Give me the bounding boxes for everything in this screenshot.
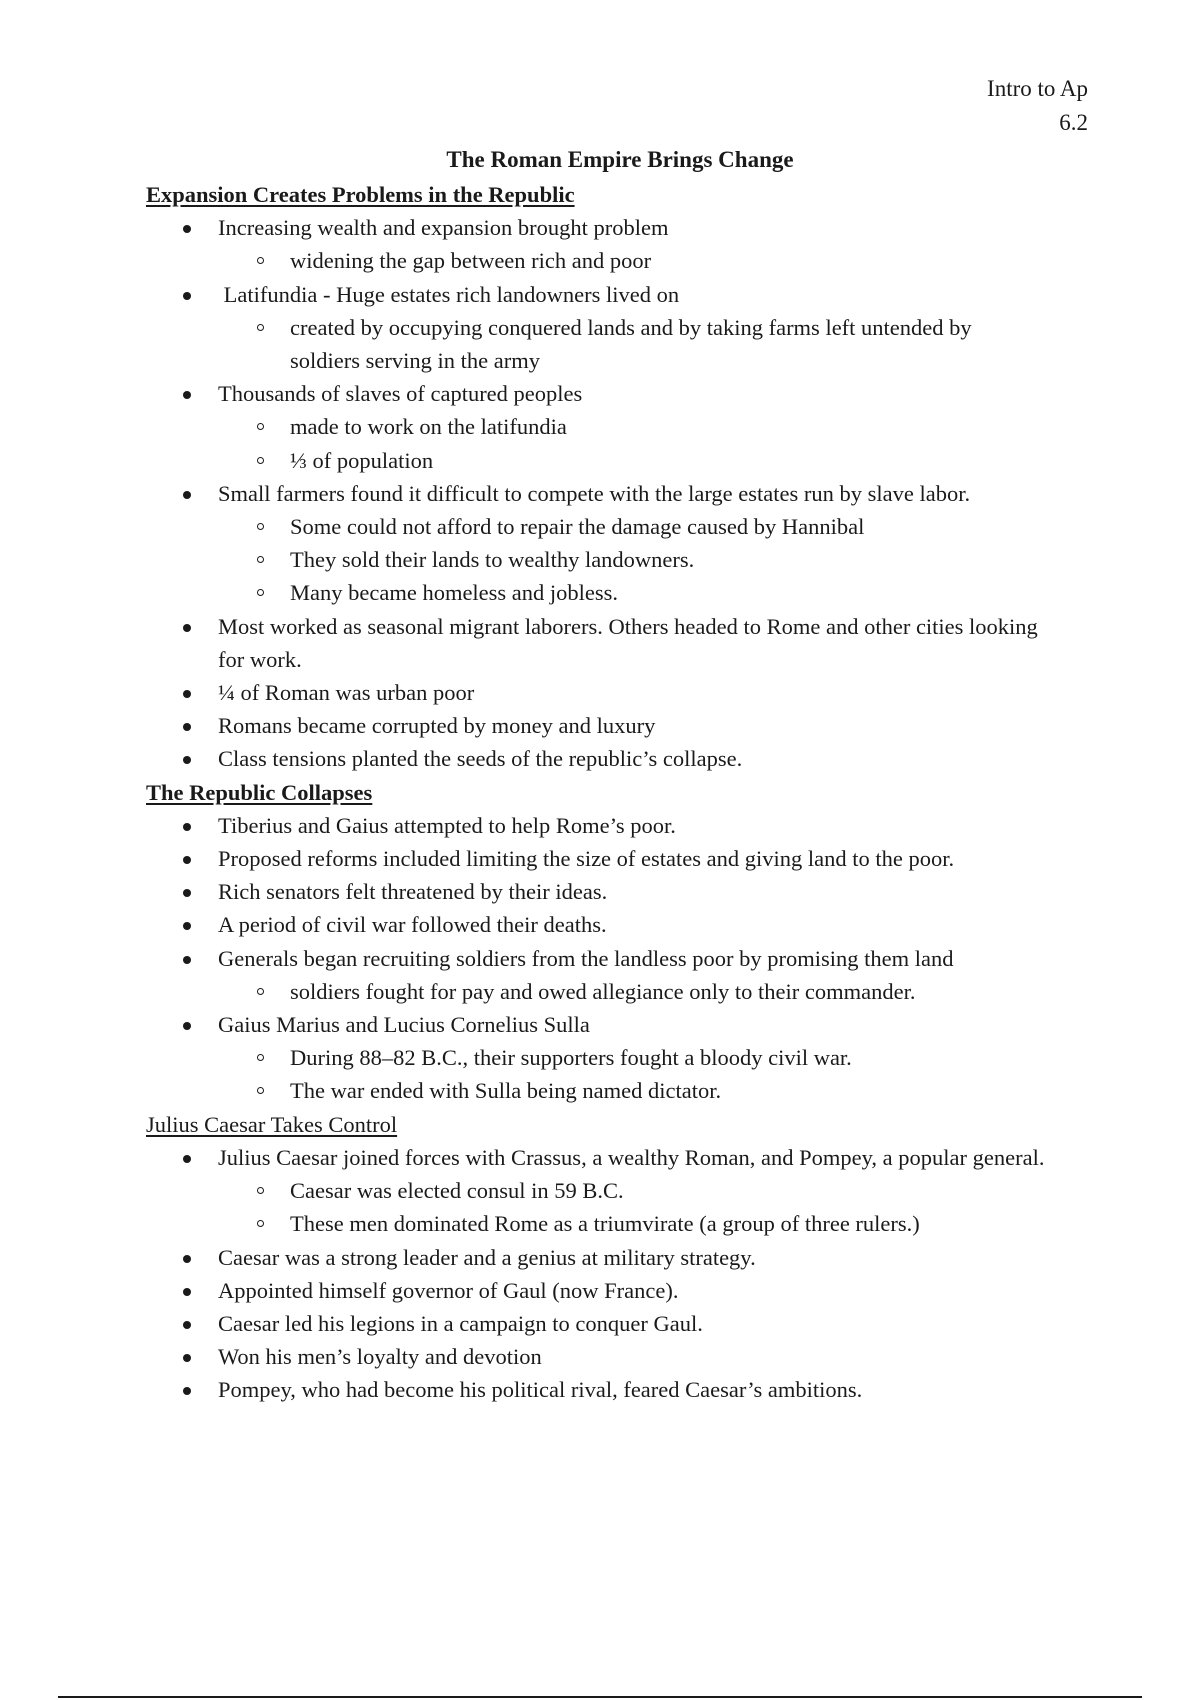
- page-title: The Roman Empire Brings Change: [446, 147, 794, 172]
- hollow-bullet-icon: [257, 589, 264, 596]
- hollow-bullet-icon: [257, 523, 264, 530]
- bullet-icon: [183, 1387, 191, 1395]
- list-item: Generals began recruiting soldiers from the landless poor by promising them land: [146, 942, 1046, 975]
- bullet-icon: [183, 1288, 191, 1296]
- course-header: [987, 72, 1088, 140]
- hollow-bullet-icon: [257, 1087, 264, 1094]
- section-heading: The Republic Collapses: [146, 779, 373, 805]
- list-item: Increasing wealth and expansion brought problem: [146, 211, 1046, 244]
- section-expansion: [146, 178, 1046, 776]
- bullet-icon: [183, 723, 191, 731]
- list-item: Won his men’s loyalty and devotion: [146, 1340, 1046, 1373]
- list-item: Julius Caesar joined forces with Crassus, a wealthy Roman, and Pompey, a popular general.: [146, 1141, 1046, 1174]
- sub-list-item: ⅓ of population: [146, 444, 1046, 477]
- bullet-icon: [183, 889, 191, 897]
- list-item: Small farmers found it difficult to compete with the large estates run by slave labor.: [146, 477, 1046, 510]
- notes-body: [146, 178, 1046, 1407]
- sub-list-item: Some could not afford to repair the damage caused by Hannibal: [146, 510, 1046, 543]
- list-item: Thousands of slaves of captured peoples: [146, 377, 1046, 410]
- list-item: Class tensions planted the seeds of the republic’s collapse.: [146, 742, 1046, 775]
- sub-list-item: soldiers fought for pay and owed allegiance only to their commander.: [146, 975, 1046, 1008]
- sub-list-item: widening the gap between rich and poor: [146, 244, 1046, 277]
- section-list: [146, 809, 1046, 1108]
- hollow-bullet-icon: [257, 1054, 264, 1061]
- bullet-icon: [183, 1155, 191, 1163]
- hollow-bullet-icon: [257, 324, 264, 331]
- hollow-bullet-icon: [257, 257, 264, 264]
- list-item: ¼ of Roman was urban poor: [146, 676, 1046, 709]
- bullet-icon: [183, 922, 191, 930]
- bullet-icon: [183, 690, 191, 698]
- list-item: Most worked as seasonal migrant laborers. Others headed to Rome and other cities looking for work.: [146, 610, 1046, 676]
- sub-list-item: They sold their lands to wealthy landowners.: [146, 543, 1046, 576]
- list-item: Latifundia - Huge estates rich landowners lived on: [146, 278, 1046, 311]
- section-julius-caesar: [146, 1108, 1046, 1407]
- list-item: Caesar led his legions in a campaign to conquer Gaul.: [146, 1307, 1046, 1340]
- sub-list-item: Many became homeless and jobless.: [146, 576, 1046, 609]
- section-heading: Expansion Creates Problems in the Republic: [146, 182, 575, 207]
- page-bottom-rule: [58, 1696, 1142, 1698]
- hollow-bullet-icon: [257, 988, 264, 995]
- list-item: Caesar was a strong leader and a genius at military strategy.: [146, 1241, 1046, 1274]
- bullet-icon: [183, 491, 191, 499]
- list-item: Appointed himself governor of Gaul (now France).: [146, 1274, 1046, 1307]
- list-item: A period of civil war followed their deaths.: [146, 908, 1046, 941]
- section-list: [146, 211, 1046, 775]
- list-item: Rich senators felt threatened by their ideas.: [146, 875, 1046, 908]
- bullet-icon: [183, 1022, 191, 1030]
- bullet-icon: [183, 292, 191, 300]
- section-heading: Julius Caesar Takes Control: [146, 1111, 398, 1137]
- hollow-bullet-icon: [257, 1187, 264, 1194]
- sub-list-item: These men dominated Rome as a triumvirate (a group of three rulers.): [146, 1207, 1046, 1240]
- bullet-icon: [183, 1255, 191, 1263]
- sub-list-item: created by occupying conquered lands and by taking farms left untended by soldiers serving in the army: [146, 311, 1046, 377]
- sub-list-item: made to work on the latifundia: [146, 410, 1046, 443]
- course-name: Intro to Ap: [987, 76, 1088, 101]
- bullet-icon: [183, 624, 191, 632]
- section-number: 6.2: [1059, 110, 1088, 135]
- bullet-icon: [183, 391, 191, 399]
- section-list: [146, 1141, 1046, 1407]
- hollow-bullet-icon: [257, 1220, 264, 1227]
- bullet-icon: [183, 956, 191, 964]
- hollow-bullet-icon: [257, 423, 264, 430]
- list-item: Proposed reforms included limiting the size of estates and giving land to the poor.: [146, 842, 1046, 875]
- bullet-icon: [183, 823, 191, 831]
- hollow-bullet-icon: [257, 457, 264, 464]
- list-item: Pompey, who had become his political rival, feared Caesar’s ambitions.: [146, 1373, 1046, 1406]
- sub-list-item: Caesar was elected consul in 59 B.C.: [146, 1174, 1046, 1207]
- bullet-icon: [183, 856, 191, 864]
- list-item: Gaius Marius and Lucius Cornelius Sulla: [146, 1008, 1046, 1041]
- bullet-icon: [183, 225, 191, 233]
- list-item: Romans became corrupted by money and luxury: [146, 709, 1046, 742]
- bullet-icon: [183, 756, 191, 764]
- sub-list-item: The war ended with Sulla being named dictator.: [146, 1074, 1046, 1107]
- list-item: Tiberius and Gaius attempted to help Rome’s poor.: [146, 809, 1046, 842]
- bullet-icon: [183, 1354, 191, 1362]
- bullet-icon: [183, 1321, 191, 1329]
- hollow-bullet-icon: [257, 556, 264, 563]
- sub-list-item: During 88–82 B.C., their supporters fought a bloody civil war.: [146, 1041, 1046, 1074]
- section-republic-collapses: [146, 776, 1046, 1108]
